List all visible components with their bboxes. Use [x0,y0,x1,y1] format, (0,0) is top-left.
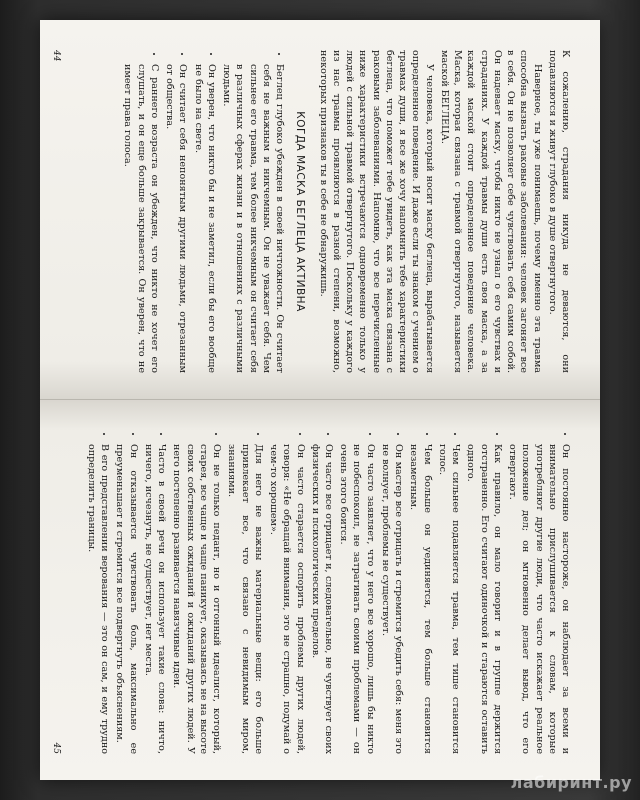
list-item: • Он часто заявляет, что у него все хорошо, лишь бы никто не побеспокоил, не затрагивать своими проблемами — он очень этого боится. [337,444,377,754]
list-item: • Он постоянно настороже, он наблюдает за всеми и внимательно прислушивается к словам, которые употребляют другие люди, что часто искажает реальное положение дел; он мгновенно делает вывод, что его отвергают. [506,444,572,754]
section-heading: КОГДА МАСКА БЕГЛЕЦА АКТИВНА [293,111,306,312]
list-item: • Он не только педант, но и отгонный идеалист, который, старея, все чаще и чаще паникует, оказываясь не на высоте своих собственных ожиданий и ожиданий других людей. У него постепенно развивается навязчивые идеи. [170,444,223,754]
list-item: • Чем больше он уединяется, тем больше становится незаметным. [407,444,433,754]
bullet-list [121,50,286,373]
page-number: 45 [51,742,62,754]
list-item: • Он часто все отрицает и, следовательно, не чувствует своих физических и психологических пределов. [309,444,335,754]
list-item: • Он часто старается оспорить проблемы других людей, говоря: «Не обращай внимания, это не страшно, подумай о чем-то хорошем». [267,444,307,754]
book-spread [40,20,600,780]
watermark-logo: лабиринт.ру [510,773,632,792]
list-item: • Чем сильнее подавляется травма, тем тише становится голос. [436,444,462,754]
list-item: • С раннего возраста он убежден, что никто не хочет его слушать, и он еще больше закрывается. Он уверен, что не имеет права голоса. [121,64,161,373]
list-item: • В его представлении верования — это он сам, и ему трудно определить границы. [85,444,111,754]
left-page [40,20,600,400]
bullet-list [85,430,572,754]
paragraph: Наверное, ты уже понимаешь, почему именно эта травма способна вызвать раковые заболевания: человек загоняет все в себя. Он не позволяет себе чувствовать себя самим собой. Он надевает маску, чтобы никто не узнал о его чувствах и страданиях. У каждой травмы души есть своя маска, а за каждой маской стоит определенное поведение человека. Маска, которая связана с травмой отвергнутого, называется маской БЕГЛЕЦА. [438,50,543,373]
list-item: • Для него не важны материальные вещи: его больше привлекает все, что связано с невидимым миром, знаниями. [225,444,265,754]
list-item: • Беглец глубоко убежден в своей ничтожности. Он считает себя не важным и никчемным. Он не уважает себя. Чем сильнее его травма, тем более никчемным он считает себя в различных сферах жизни и в отношениях с различными людьми. [220,64,286,373]
list-item: • Он отказывается чувствовать боль, максимально ее преуменьшает и стремится все подвергнуть объяснениям. [113,444,139,754]
paragraph: К сожалению, страдания никуда не деваются, они подавляются и живут глубоко в душе отвергнутого. [546,50,571,373]
paragraph: У человека, который носит маску беглеца, вырабатывается определенное поведение. И даже если ты знаком с учением о травмах души, я все же хочу напомнить тебе характеристики беглеца, что поможет тебе увидеть, как эта маска связана с раковыми заболеваниями. Напомню, что все перечисленные ниже характеристики встречаются одновременно только у людей с сильной травмой отвергнутого. Поскольку у каждого из нас травмы проявляются в разной степени, возможно, некоторых признаков ты в себе не обнаружишь. [317,50,435,373]
list-item: • Часто в своей речи он использует такие слова: ничто, ничего, исчезнуть, не существует, нет места. [142,444,168,754]
list-item: • Он считает себя непонятым другими людьми, отрезанным от общества. [163,64,189,373]
list-item: • Как правило, он мало говорит и в группе держится отстраненно. Его считают одиночкой и стараются оставить одного. [464,444,504,754]
right-page [40,400,600,780]
list-item: • Он мастер все отрицать и стремится убедить себя: меня это не волнует, проблемы не существует. [379,444,405,754]
list-item: • Он уверен, что никто бы и не заметил, если бы его вообще не было на свете. [191,64,217,373]
page-number: 44 [51,50,62,62]
